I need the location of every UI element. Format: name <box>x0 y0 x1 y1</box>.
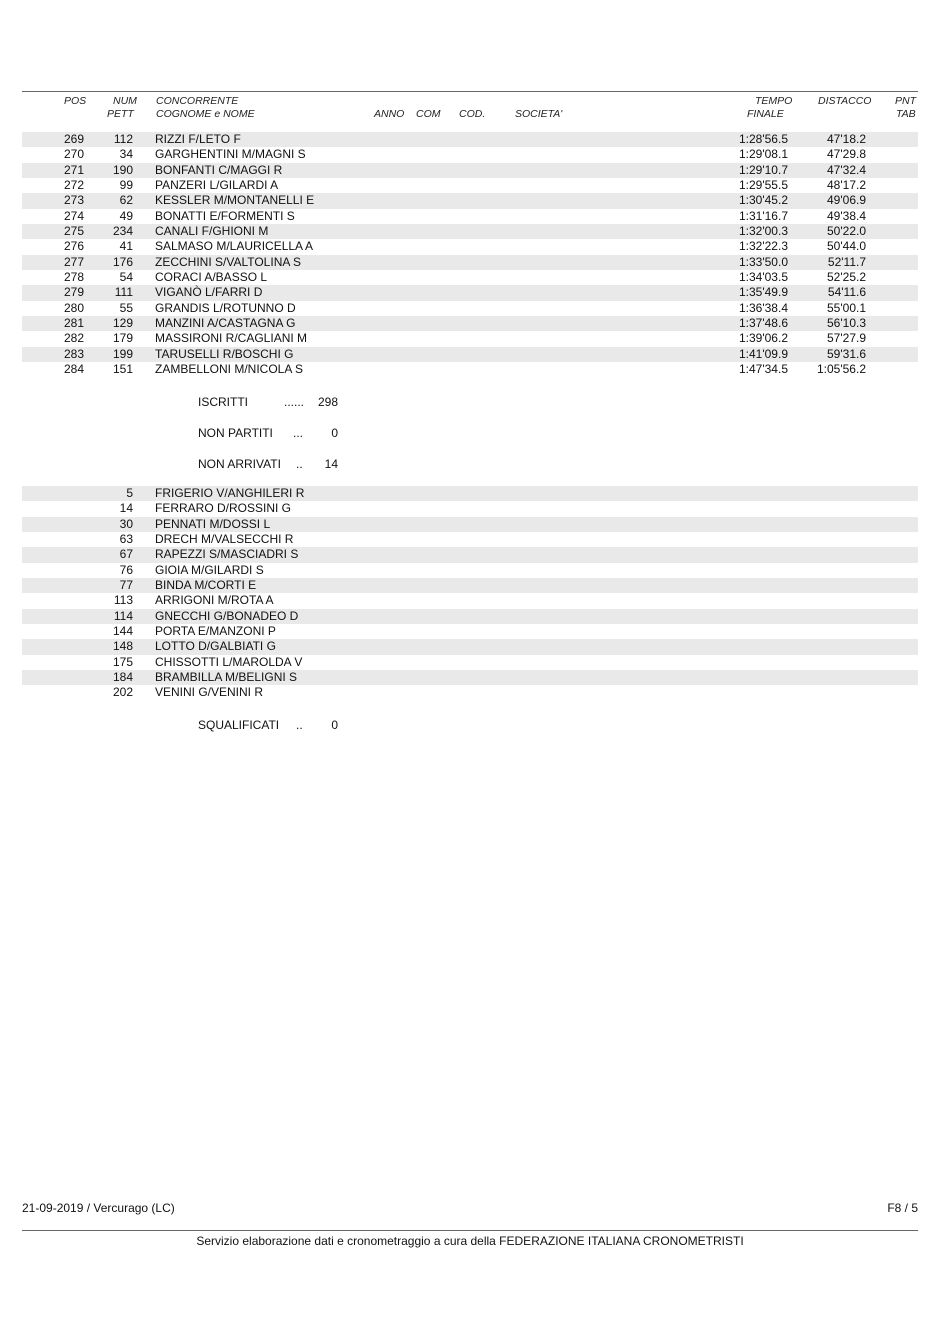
stat-squalificati-value: 0 <box>331 718 338 732</box>
competitor-name-cell: SALMASO M/LAURICELLA A <box>155 239 314 254</box>
table-row <box>22 255 918 270</box>
bib-number-cell: 114 <box>113 608 133 623</box>
final-time-cell: 1:29'10.7 <box>738 162 788 177</box>
list-item <box>22 655 918 670</box>
final-time-cell: 1:35'49.9 <box>738 285 788 300</box>
footer-page-number: F8 / 5 <box>887 1201 918 1215</box>
not-arrived-table <box>22 486 918 701</box>
competitor-name-cell: GNECCHI G/BONADEO D <box>155 608 299 623</box>
results-table <box>22 132 918 378</box>
gap-cell: 47'18.2 <box>827 132 866 146</box>
table-row <box>22 362 918 377</box>
bib-number-cell: 112 <box>113 132 133 146</box>
position-cell: 269 <box>63 132 84 146</box>
competitor-name-cell: PORTA E/MANZONI P <box>155 624 276 639</box>
stat-iscritti-value: 298 <box>317 395 338 409</box>
stat-non-arrivati-dots: .. <box>296 457 303 471</box>
position-cell: 281 <box>63 316 84 331</box>
competitor-name-cell: KESSLER M/MONTANELLI E <box>155 193 315 208</box>
position-cell: 276 <box>63 239 84 254</box>
table-row <box>22 209 918 224</box>
list-item <box>22 532 918 547</box>
footer-rule <box>22 1230 918 1231</box>
header-finale: FINALE <box>747 108 784 120</box>
gap-cell: 47'29.8 <box>827 147 866 162</box>
bib-number-cell: 99 <box>119 178 133 193</box>
header-pett: PETT <box>107 108 134 120</box>
bib-number-cell: 175 <box>112 654 133 669</box>
bib-number-cell: 111 <box>114 285 133 300</box>
list-item <box>22 670 918 685</box>
position-cell: 273 <box>63 193 84 208</box>
stat-squalificati-label: SQUALIFICATI <box>198 718 280 732</box>
position-cell: 275 <box>63 224 84 239</box>
competitor-name-cell: LOTTO D/GALBIATI G <box>155 639 276 654</box>
bib-number-cell: 41 <box>119 239 133 254</box>
gap-cell: 49'38.4 <box>827 208 866 223</box>
header-pos: POS <box>64 95 87 107</box>
final-time-cell: 1:36'38.4 <box>738 300 788 315</box>
gap-cell: 52'11.7 <box>827 254 866 269</box>
bib-number-cell: 179 <box>112 331 133 346</box>
list-item <box>22 563 918 578</box>
table-row <box>22 193 918 208</box>
footer-credit: Servizio elaborazione dati e cronometraggio a cura della FEDERAZIONE ITALIANA CRONOMETRISTI <box>196 1234 744 1248</box>
table-row <box>22 316 918 331</box>
final-time-cell: 1:32'22.3 <box>738 239 788 254</box>
final-time-cell: 1:47'34.5 <box>738 362 788 377</box>
final-time-cell: 1:32'00.3 <box>738 224 788 239</box>
final-time-cell: 1:29'55.5 <box>738 178 788 193</box>
header-cod: COD. <box>459 108 486 120</box>
bib-number-cell: 202 <box>112 685 133 700</box>
table-row <box>22 147 918 162</box>
competitor-name-cell: GARGHENTINI M/MAGNI S <box>155 147 306 162</box>
competitor-name-cell: FRIGERIO V/ANGHILERI R <box>155 486 305 500</box>
bib-number-cell: 234 <box>112 224 133 239</box>
gap-cell: 55'00.1 <box>827 300 866 315</box>
bib-number-cell: 151 <box>112 362 133 377</box>
header-com: COM <box>416 108 441 120</box>
final-time-cell: 1:34'03.5 <box>738 270 788 285</box>
list-item <box>22 593 918 608</box>
table-row <box>22 301 918 316</box>
bib-number-cell: 144 <box>112 624 133 639</box>
final-time-cell: 1:29'08.1 <box>738 147 788 162</box>
position-cell: 279 <box>63 285 84 300</box>
header-tempo: TEMPO <box>755 95 793 107</box>
gap-cell: 59'31.6 <box>827 346 866 361</box>
competitor-name-cell: RAPEZZI S/MASCIADRI S <box>155 547 299 562</box>
gap-cell: 52'25.2 <box>827 270 866 285</box>
competitor-name-cell: CHISSOTTI L/MAROLDA V <box>155 654 303 669</box>
bib-number-cell: 77 <box>119 578 133 593</box>
table-row <box>22 178 918 193</box>
competitor-name-cell: GRANDIS L/ROTUNNO D <box>155 300 296 315</box>
gap-cell: 54'11.6 <box>827 285 866 300</box>
list-item <box>22 578 918 593</box>
header-distacco: DISTACCO <box>818 95 872 107</box>
bib-number-cell: 14 <box>119 501 133 516</box>
gap-cell: 49'06.9 <box>827 193 866 208</box>
competitor-name-cell: VIGANÒ L/FARRI D <box>155 285 263 300</box>
position-cell: 272 <box>63 178 84 193</box>
position-cell: 284 <box>63 362 84 377</box>
header-pnt: PNT <box>895 95 916 107</box>
position-cell: 274 <box>63 208 84 223</box>
gap-cell: 57'27.9 <box>827 331 866 346</box>
competitor-name-cell: RIZZI F/LETO F <box>155 132 241 146</box>
competitor-name-cell: BONATTI E/FORMENTI S <box>155 208 295 223</box>
list-item <box>22 685 918 700</box>
competitor-name-cell: MANZINI A/CASTAGNA G <box>155 316 296 331</box>
bib-number-cell: 76 <box>119 562 133 577</box>
position-cell: 283 <box>63 346 84 361</box>
competitor-name-cell: BRAMBILLA M/BELIGNI S <box>155 670 298 685</box>
bib-number-cell: 49 <box>119 208 133 223</box>
competitor-name-cell: BINDA M/CORTI E <box>155 578 257 593</box>
list-item <box>22 624 918 639</box>
list-item <box>22 501 918 516</box>
final-time-cell: 1:33'50.0 <box>738 254 788 269</box>
list-item <box>22 639 918 654</box>
gap-cell: 50'44.0 <box>827 239 866 254</box>
bib-number-cell: 199 <box>112 346 133 361</box>
list-item <box>22 486 918 501</box>
table-row <box>22 224 918 239</box>
table-row <box>22 285 918 300</box>
gap-cell: 1:05'56.2 <box>816 362 866 377</box>
final-time-cell: 1:31'16.7 <box>738 208 788 223</box>
bib-number-cell: 148 <box>112 639 133 654</box>
list-item <box>22 547 918 562</box>
competitor-name-cell: BONFANTI C/MAGGI R <box>155 162 283 177</box>
final-time-cell: 1:28'56.5 <box>738 132 788 146</box>
stat-iscritti-dots: ...... <box>284 395 305 409</box>
list-item <box>22 609 918 624</box>
competitor-name-cell: ZECCHINI S/VALTOLINA S <box>155 254 302 269</box>
competitor-name-cell: VENINI G/VENINI R <box>155 685 264 700</box>
table-row <box>22 347 918 362</box>
competitor-name-cell: CANALI F/GHIONI M <box>155 224 269 239</box>
bib-number-cell: 176 <box>112 254 133 269</box>
header-top-rule <box>22 91 918 92</box>
gap-cell: 50'22.0 <box>827 224 866 239</box>
stat-squalificati-dots: .. <box>296 718 303 732</box>
header-cognome-nome: COGNOME e NOME <box>156 108 255 120</box>
bib-number-cell: 30 <box>119 516 133 531</box>
gap-cell: 48'17.2 <box>827 178 866 193</box>
competitor-name-cell: PENNATI M/DOSSI L <box>155 516 271 531</box>
header-anno: ANNO <box>374 108 405 120</box>
final-time-cell: 1:41'09.9 <box>738 346 788 361</box>
position-cell: 277 <box>63 254 84 269</box>
table-row <box>22 132 918 147</box>
competitor-name-cell: MASSIRONI R/CAGLIANI M <box>155 331 308 346</box>
position-cell: 282 <box>63 331 84 346</box>
position-cell: 278 <box>63 270 84 285</box>
bib-number-cell: 63 <box>119 532 133 547</box>
bib-number-cell: 54 <box>119 270 133 285</box>
stat-non-partiti-dots: ... <box>293 426 304 440</box>
table-row <box>22 163 918 178</box>
list-item <box>22 517 918 532</box>
competitor-name-cell: ARRIGONI M/ROTA A <box>155 593 274 608</box>
table-row <box>22 331 918 346</box>
stat-non-partiti-value: 0 <box>331 426 338 440</box>
header-num: NUM <box>113 95 137 107</box>
bib-number-cell: 62 <box>119 193 133 208</box>
stat-non-arrivati-label: NON ARRIVATI <box>198 457 281 471</box>
header-tab: TAB <box>896 108 916 120</box>
competitor-name-cell: FERRARO D/ROSSINI G <box>155 501 292 516</box>
bib-number-cell: 67 <box>119 547 133 562</box>
competitor-name-cell: TARUSELLI R/BOSCHI G <box>155 346 294 361</box>
competitor-name-cell: PANZERI L/GILARDI A <box>155 178 279 193</box>
position-cell: 280 <box>63 300 84 315</box>
bib-number-cell: 129 <box>112 316 133 331</box>
competitor-name-cell: GIOIA M/GILARDI S <box>155 562 264 577</box>
final-time-cell: 1:30'45.2 <box>738 193 788 208</box>
competitor-name-cell: ZAMBELLONI M/NICOLA S <box>155 362 304 377</box>
bib-number-cell: 55 <box>119 300 133 315</box>
competitor-name-cell: CORACI A/BASSO L <box>155 270 268 285</box>
final-time-cell: 1:37'48.6 <box>738 316 788 331</box>
bib-number-cell: 34 <box>119 147 133 162</box>
position-cell: 271 <box>63 162 84 177</box>
stat-iscritti-label: ISCRITTI <box>198 395 248 409</box>
stat-non-arrivati-value: 14 <box>324 457 338 471</box>
position-cell: 270 <box>63 147 84 162</box>
final-time-cell: 1:39'06.2 <box>738 331 788 346</box>
gap-cell: 56'10.3 <box>827 316 866 331</box>
header-societa: SOCIETA' <box>515 108 563 120</box>
stat-non-partiti-label: NON PARTITI <box>198 426 273 440</box>
gap-cell: 47'32.4 <box>827 162 866 177</box>
bib-number-cell: 190 <box>112 162 133 177</box>
header-concorrente: CONCORRENTE <box>156 95 239 107</box>
competitor-name-cell: DRECH M/VALSECCHI R <box>155 532 294 547</box>
bib-number-cell: 5 <box>126 486 133 500</box>
bib-number-cell: 113 <box>113 593 133 608</box>
table-row <box>22 239 918 254</box>
bib-number-cell: 184 <box>112 670 133 685</box>
table-row <box>22 270 918 285</box>
footer-date-place: 21-09-2019 / Vercurago (LC) <box>22 1201 175 1215</box>
